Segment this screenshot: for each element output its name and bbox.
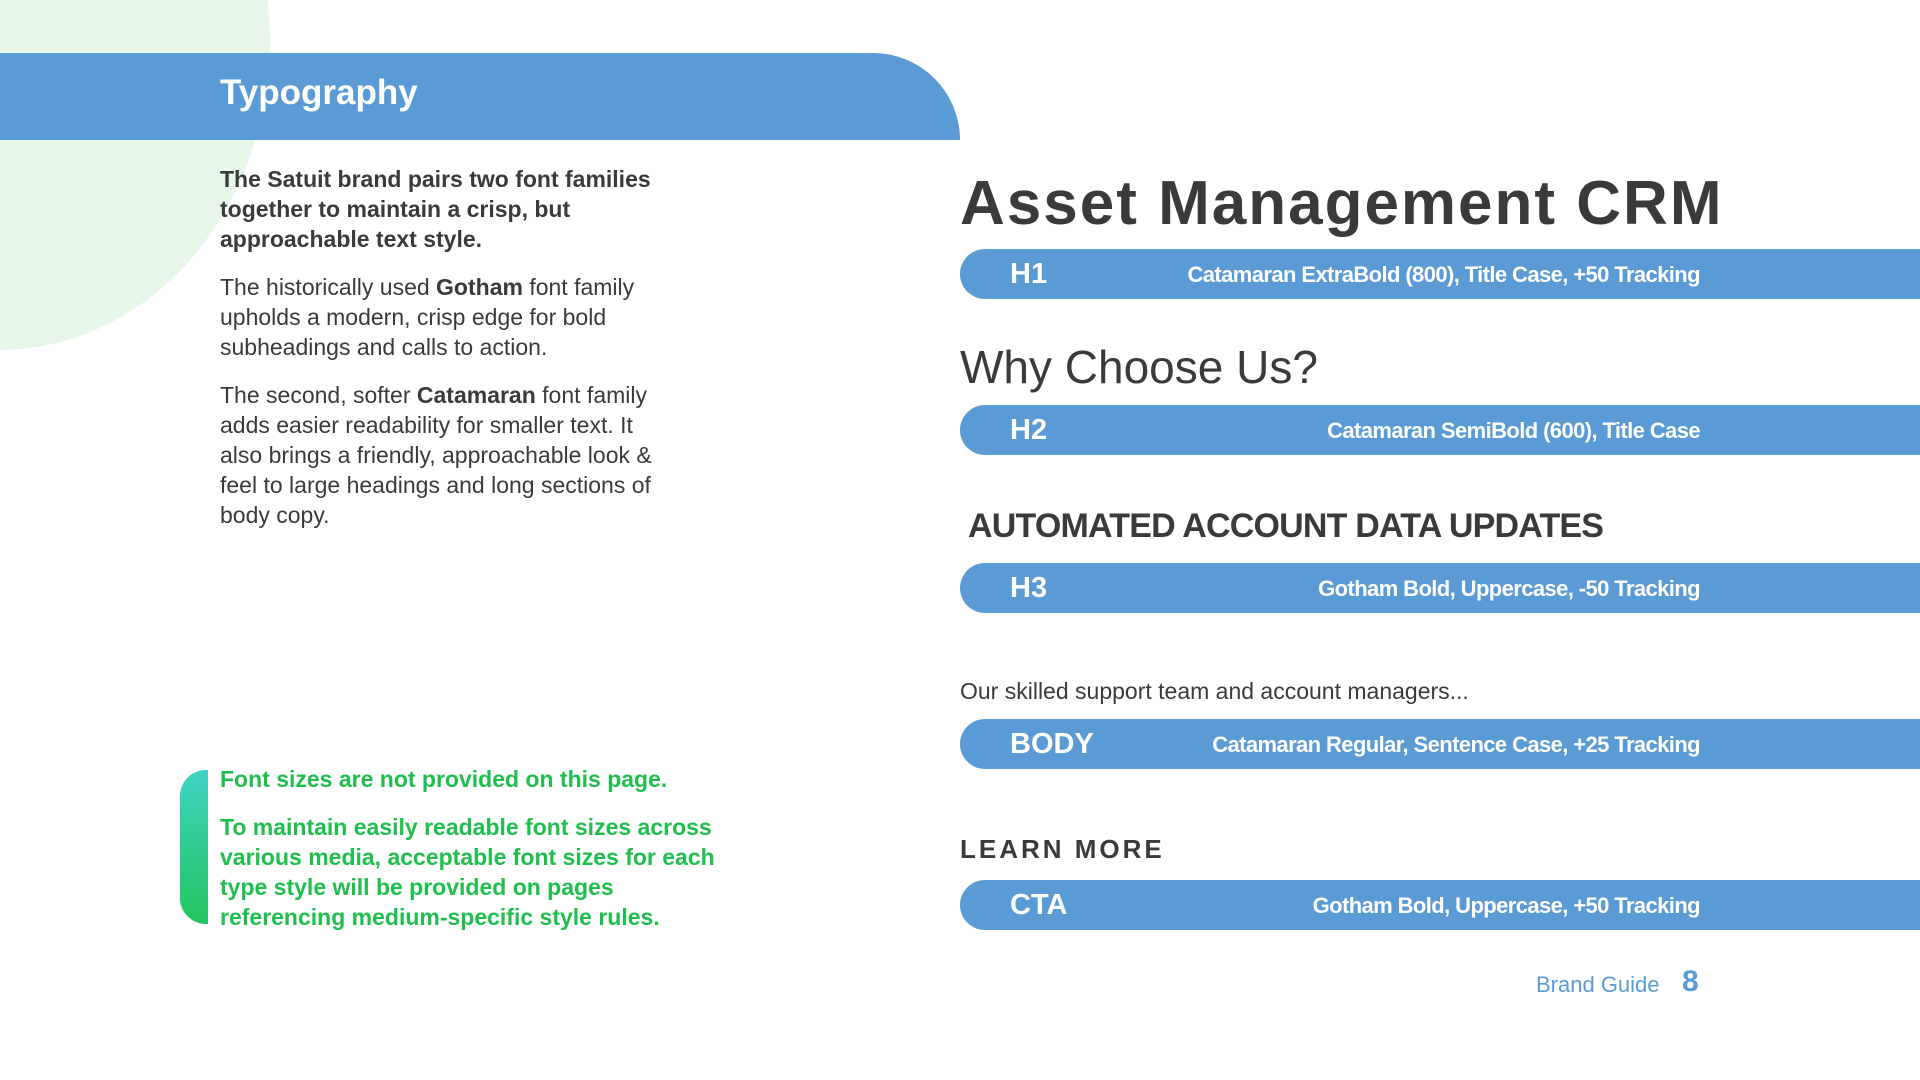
h1-spec: Catamaran ExtraBold (800), Title Case, +50 Tracking xyxy=(1187,262,1700,287)
h3-tag: H3 xyxy=(1010,572,1048,604)
h2-sample: Why Choose Us? xyxy=(960,341,1318,393)
h1-sample: Asset Management CRM xyxy=(960,169,1724,238)
body-sample: Our skilled support team and account managers... xyxy=(960,678,1469,704)
page-title: Typography xyxy=(220,73,418,112)
intro-column xyxy=(220,164,680,548)
gotham-paragraph xyxy=(220,272,680,362)
catamaran-paragraph xyxy=(220,380,680,530)
font-size-note xyxy=(180,764,740,950)
h2-spec-band xyxy=(960,405,1920,455)
h1-tag: H1 xyxy=(1010,258,1048,290)
h3-spec-band xyxy=(960,563,1920,613)
h3-spec: Gotham Bold, Uppercase, -50 Tracking xyxy=(1318,576,1700,601)
paragraph-text: The historically used xyxy=(220,274,437,300)
paragraph-text: font family upholds a modern, crisp edge for bold subheadings and calls to action. xyxy=(220,274,635,360)
h3-sample: AUTOMATED ACCOUNT DATA UPDATES xyxy=(968,507,1604,545)
note-line-1: Font sizes are not provided on this page. xyxy=(220,766,668,792)
h1-spec-band xyxy=(960,249,1920,299)
h2-spec: Catamaran SemiBold (600), Title Case xyxy=(1327,418,1700,443)
cta-sample: LEARN MORE xyxy=(960,834,1165,864)
body-spec: Catamaran Regular, Sentence Case, +25 Tracking xyxy=(1212,732,1700,757)
body-spec-band xyxy=(960,719,1920,769)
h2-tag: H2 xyxy=(1010,414,1048,446)
paragraph-text: font family adds easier readability for smaller text. It also brings a friendly, approachable look & feel to large headings and long sections of body copy. xyxy=(220,382,652,528)
title-banner xyxy=(0,53,960,140)
note-accent-bar xyxy=(180,770,208,924)
footer-label: Brand Guide xyxy=(1536,972,1660,997)
note-line-2: To maintain easily readable font sizes across various media, acceptable font sizes for each type style will be provided on pages referencing medium-specific style rules. xyxy=(220,814,715,930)
intro-lead: The Satuit brand pairs two font families together to maintain a crisp, but approachable text style. xyxy=(220,166,651,252)
paragraph-text: The second, softer xyxy=(220,382,417,408)
cta-spec-band xyxy=(960,880,1920,930)
body-tag: BODY xyxy=(1010,728,1094,760)
cta-spec: Gotham Bold, Uppercase, +50 Tracking xyxy=(1312,893,1700,918)
font-name-gotham: Gotham xyxy=(436,274,523,300)
cta-tag: CTA xyxy=(1010,889,1068,921)
page-number: 8 xyxy=(1682,965,1699,998)
font-name-catamaran: Catamaran xyxy=(416,382,536,408)
